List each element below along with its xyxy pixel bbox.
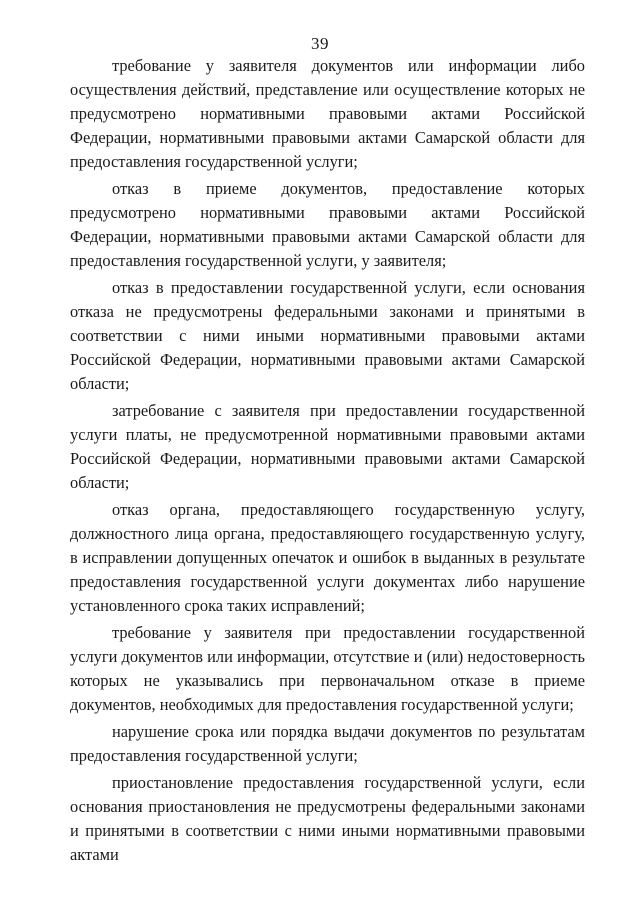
paragraph-issuance-violation: нарушение срока или порядка выдачи документов по результатам предоставления государственной услуги; xyxy=(70,722,585,765)
document-body xyxy=(70,54,585,870)
paragraph-refusal-acceptance: отказ в приеме документов, предоставление которых предусмотрено нормативными правовыми актами Российской Федерации, нормативными правовыми актами Самарской области для предоставления государственной услуги, у заявителя; xyxy=(70,179,585,270)
paragraph-payment-demand: затребование с заявителя при предоставлении государственной услуги платы, не предусмотренной нормативными правовыми актами Российской Федерации, нормативными правовыми актами Самарской области; xyxy=(70,401,585,492)
page-number: 39 xyxy=(311,34,329,53)
paragraph-correction-refusal: отказ органа, предоставляющего государственную услугу, должностного лица органа, предоставляющего государственную услугу, в исправлении допущенных опечаток и ошибок в выданных в результате предоставления государственной услуги документах либо нарушение установленного срока таких исправлений; xyxy=(70,500,585,615)
paragraph-missing-information: требование у заявителя при предоставлении государственной услуги документов или информации, отсутствие и (или) недостоверность которых не указывались при первоначальном отказе в приеме документов, необходимых для предоставления государственной услуги; xyxy=(70,623,585,714)
paragraph-requirement-documents: требование у заявителя документов или информации либо осуществления действий, представление или осуществление которых не предусмотрено нормативными правовыми актами Российской Федерации, нормативными правовыми актами Самарской области для предоставления государственной услуги; xyxy=(70,56,585,171)
paragraph-refusal-service: отказ в предоставлении государственной услуги, если основания отказа не предусмотрены федеральными законами и принятыми в соответствии с ними иными нормативными правовыми актами Российской Федерации, нормативными правовыми актами Самарской области; xyxy=(70,278,585,393)
paragraph-suspension: приостановление предоставления государственной услуги, если основания приостановления не предусмотрены федеральными законами и принятыми в соответствии с ними иными нормативными правовыми актами xyxy=(70,773,585,864)
